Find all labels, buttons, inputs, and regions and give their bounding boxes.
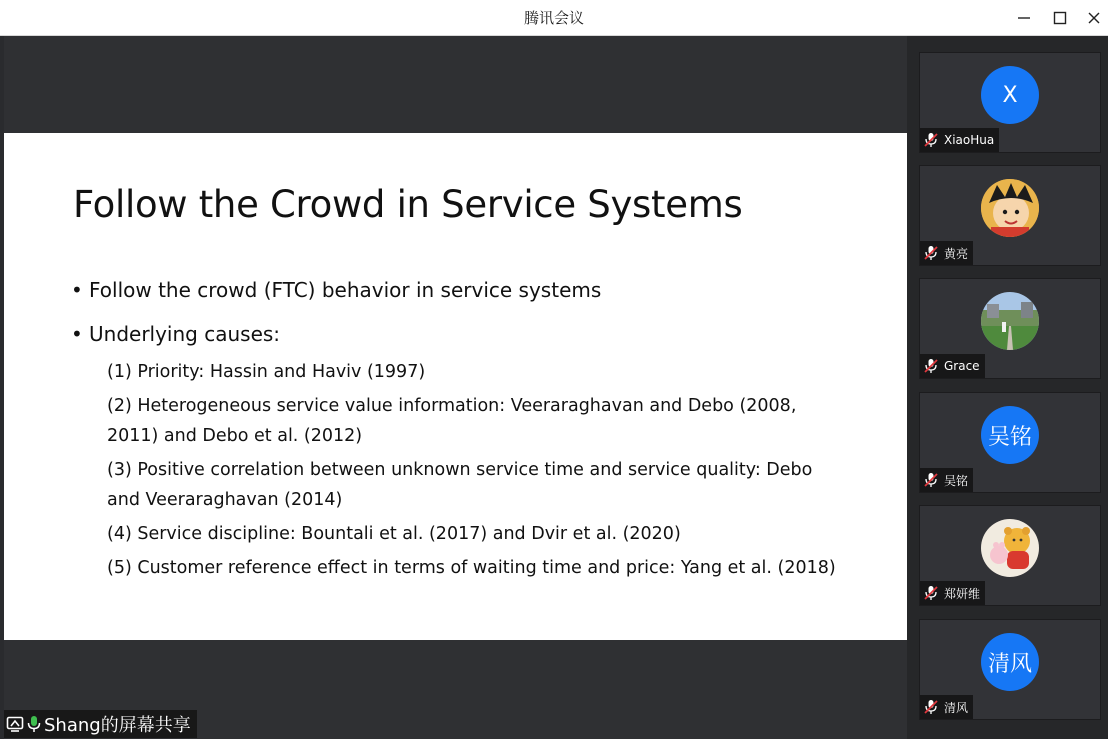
- participant-name: XiaoHua: [944, 133, 995, 147]
- participant-tile[interactable]: [919, 392, 1101, 493]
- muted-mic-icon: [924, 472, 938, 488]
- title-bar: [0, 0, 1108, 36]
- muted-mic-icon: [924, 132, 938, 148]
- avatar-cartoon-image: [981, 179, 1039, 237]
- slide-bullet: • Follow the crowd (FTC) behavior in service systems: [71, 278, 602, 302]
- participant-tile[interactable]: [919, 278, 1101, 379]
- slide-cause-item: (5) Customer reference effect in terms of waiting time and price: Yang et al. (2018): [107, 558, 836, 578]
- participant-name-tag: [920, 128, 999, 152]
- participant-name: 黄亮: [944, 246, 969, 261]
- participant-name: 清风: [944, 700, 969, 715]
- participant-name-tag: [920, 241, 973, 265]
- participant-tile[interactable]: [919, 52, 1101, 153]
- minimize-button[interactable]: [1006, 0, 1042, 36]
- participant-name-tag: [920, 581, 985, 605]
- participant-name: 吴铭: [944, 473, 969, 488]
- close-button[interactable]: [1076, 0, 1108, 36]
- avatar: [981, 292, 1039, 350]
- participant-name: 郑妍维: [944, 586, 981, 601]
- avatar-cartoon-image: [981, 519, 1039, 577]
- slide-cause-item: (3) Positive correlation between unknown service time and service quality: Debo and Veeraraghavan (2014): [107, 460, 813, 510]
- participant-name-tag: [920, 354, 985, 378]
- bullet-text: Underlying causes:: [89, 322, 281, 346]
- screen-share-view[interactable]: [4, 36, 907, 739]
- slide-title: Follow the Crowd in Service Systems: [73, 183, 743, 226]
- bullet-text: Follow the crowd (FTC) behavior in service systems: [89, 278, 602, 302]
- muted-mic-icon: [924, 699, 938, 715]
- participant-name-tag: [920, 468, 973, 492]
- avatar: [981, 519, 1039, 577]
- muted-mic-icon: [924, 245, 938, 261]
- slide-cause-item: (1) Priority: Hassin and Haviv (1997): [107, 362, 426, 382]
- muted-mic-icon: [924, 358, 938, 374]
- participant-tile[interactable]: [919, 619, 1101, 720]
- screen-share-label: [4, 710, 197, 738]
- maximize-icon: [1053, 11, 1067, 25]
- screen-share-icon: [6, 715, 24, 733]
- participant-tile[interactable]: [919, 165, 1101, 266]
- participant-tile[interactable]: [919, 505, 1101, 606]
- participants-panel: [907, 36, 1108, 739]
- slide-cause-item: (2) Heterogeneous service value information: Veeraraghavan and Debo (2008, 2011) and Debo et al. (2012): [107, 396, 797, 446]
- avatar: 吴铭: [981, 406, 1039, 464]
- presentation-slide: [4, 133, 907, 640]
- slide-cause-item: (4) Service discipline: Bountali et al. (2017) and Dvir et al. (2020): [107, 524, 681, 544]
- window-title: 腾讯会议: [523, 9, 584, 27]
- avatar-photo-image: [981, 292, 1039, 350]
- muted-mic-icon: [924, 585, 938, 601]
- participant-name: Grace: [944, 359, 980, 373]
- avatar: X: [981, 66, 1039, 124]
- mic-icon: [26, 715, 42, 733]
- participant-name-tag: [920, 695, 973, 719]
- maximize-button[interactable]: [1042, 0, 1078, 36]
- avatar: 清风: [981, 633, 1039, 691]
- avatar: [981, 179, 1039, 237]
- share-label-text: Shang的屏幕共享: [44, 715, 191, 736]
- slide-bullet: • Underlying causes:: [71, 322, 281, 346]
- minimize-icon: [1017, 11, 1031, 25]
- close-icon: [1087, 11, 1101, 25]
